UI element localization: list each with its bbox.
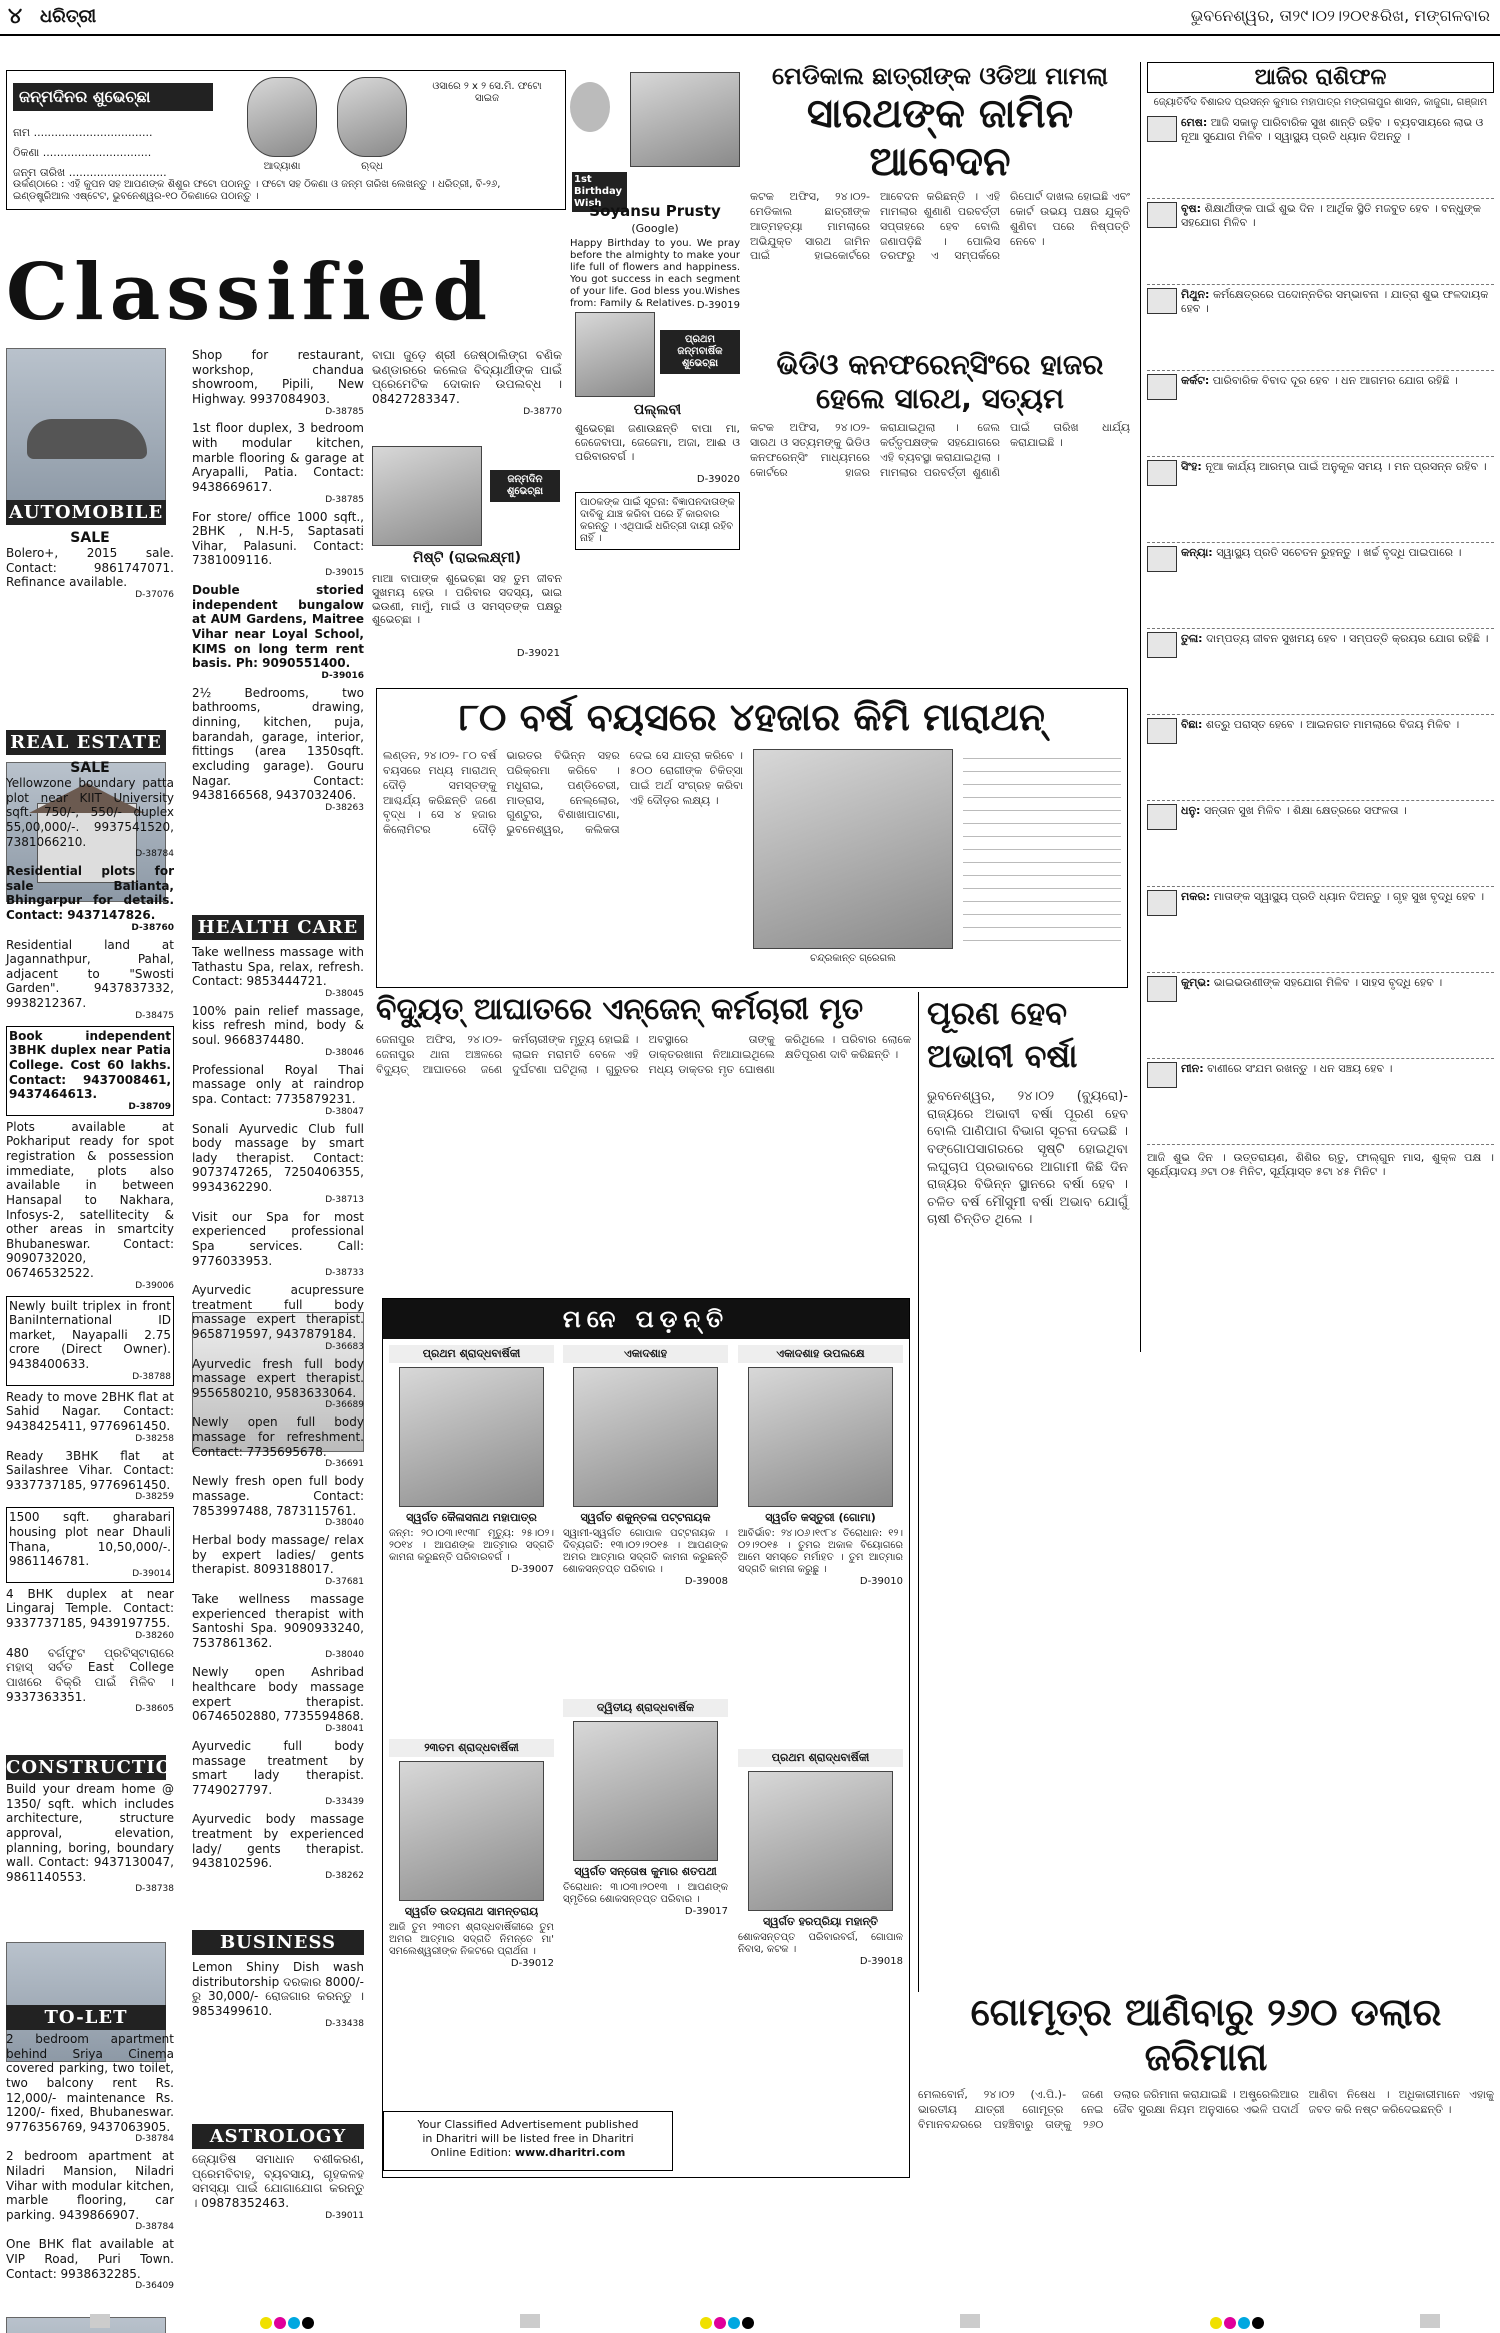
birthday-coupon <box>6 70 566 210</box>
zodiac-sign-name: ମୀନ: <box>1181 1062 1204 1075</box>
classified-ad: Sonali Ayurvedic Club full body massage by smart lady therapist. Contact: 9073747265, 7250406355, 9934362290. D-38713 <box>192 1121 364 1205</box>
zodiac-sign-icon <box>1147 374 1177 400</box>
memorial-text: ସ୍ୱାମୀ-ସ୍ୱର୍ଗତ ଗୋପାଳ ପଟ୍ଟନାୟକ । ଦିବ୍ୟଗତି: ୧୩।୦୨।୨୦୧୫ । ଆପଣଙ୍କ ଅମର ଆତ୍ମାର ସଦ୍‌ଗତି କାମନା କରୁଛନ୍ତି ଶୋକସନ୍ତପ୍ତ ପରିବାର । <box>563 1527 728 1575</box>
zodiac-sign-icon <box>1147 202 1177 228</box>
zodiac-sign-text: କର୍ମକ୍ଷେତ୍ରରେ ପଦୋନ୍ନତିର ସମ୍ଭାବନା । ଯାତ୍ରା ଶୁଭ ଫଳଦାୟକ ହେବ । <box>1181 288 1489 315</box>
classified-ad: Book independent 3BHK duplex near Patia College. Cost 60 lakhs. Contact: 9437008461, 9437464613. D-38709 <box>6 1026 174 1116</box>
ad-code: D-39010 <box>859 1575 903 1587</box>
zodiac-sign-text: ଭାଇଭଉଣୀଙ୍କ ସହଯୋଗ ମିଳିବ । ସାହସ ବୃଦ୍ଧି ହେବ । <box>1213 976 1443 989</box>
story-body: ମେଲବୋର୍ନ, ୨୪।୦୨ (ଏ.ପି.)- ଜଣେ ଭାରତୀୟ ଯାତ୍ରୀ ଗୋମୂତ୍ର ନେଇ ବିମାନବନ୍ଦରରେ ପହଞ୍ଚିବାରୁ ତାଙ୍କୁ ୨୬୦ ଡଲାର ଜରିମାନା କରାଯାଇଛି । ଅଷ୍ଟ୍ରେଲିଆର ଜୈବ ସୁରକ୍ଷା ନିୟମ ଅନୁସାରେ ଏଭଳି ପଦାର୍ଥ ଆଣିବା ନିଷେଧ । ଅଧିକାରୀମାନେ ଏହାକୁ ଜବତ କରି ନଷ୍ଟ କରିଦେଇଛନ୍ତି । <box>918 2088 1494 2131</box>
zodiac-sign-icon <box>1147 632 1177 658</box>
classified-ad: 1st floor duplex, 3 bedroom with modular kitchen, marble flooring & garage at Aryapalli, Patia. Contact: 9438669617. D-38785 <box>192 421 364 505</box>
memorial-card <box>738 1345 903 1588</box>
zodiac-sign-text: ଆଜି ସକାଳୁ ପାରିବାରିକ ସୁଖ ଶାନ୍ତି ରହିବ । ବ୍ୟବସାୟରେ ଲାଭ ଓ ନୂଆ ସୁଯୋଗ ମିଳିବ । ସ୍ୱାସ୍ଥ୍ୟ ପ୍ରତି ଧ୍ୟାନ ଦିଅନ୍ତୁ । <box>1181 116 1484 143</box>
story-headline: ଗୋମୂତ୍ର ଆଣିବାରୁ ୨୬୦ ଡଲାର ଜରିମାନା <box>970 1990 1442 2079</box>
zodiac-sign-text: ସ୍ୱାସ୍ଥ୍ୟ ପ୍ରତି ସଚେତନ ରୁହନ୍ତୁ । ଖର୍ଚ୍ଚ ବୃଦ୍ଧି ପାଇପାରେ । <box>1216 546 1462 559</box>
horoscope-entry <box>1147 113 1494 199</box>
memorial-type: ଦ୍ୱିତୀୟ ଶ୍ରାଦ୍ଧବାର୍ଷିକ <box>563 1699 728 1717</box>
birthday-badge: 1st Birthday Wish <box>572 172 627 212</box>
memorial-type: ୨୩ତମ ଶ୍ରାଦ୍ଧବାର୍ଷିକୀ <box>389 1739 554 1757</box>
birthday-kid-text: ମାଆ ବାପାଙ୍କ ଶୁଭେଚ୍ଛା ସହ ତୁମ ଜୀବନ ସୁଖମୟ ହେଉ । ପରିବାର ସଦସ୍ୟ, ଭାଇ ଭଉଣୀ, ମାମୁଁ, ମାଇଁ ଓ ସମସ୍ତଙ୍କ ପକ୍ଷରୁ ଶୁଭେଚ୍ଛା । <box>372 572 562 627</box>
ad-code: D-39021 <box>516 648 560 659</box>
col1-ads-tolet <box>6 2032 174 2296</box>
col1-ads-top <box>6 530 174 605</box>
disclaimer: ପାଠକଙ୍କ ପାଇଁ ସୂଚନା: ବିଜ୍ଞାପନଦାତାଙ୍କ ଦାବିକୁ ଯାଞ୍ଚ କରିବା ପରେ ହିଁ କାରବାର କରନ୍ତୁ । ଏଥିପାଇଁ ଧରିତ୍ରୀ ଦାୟୀ ରହିବ ନାହିଁ । <box>575 492 740 550</box>
birthday-kid-text: ଶୁଭେଚ୍ଛା ଜଣାଉଛନ୍ତି ବାପା ମା, ଜେଜେବାପା, ଜେଜେମା, ଅଜା, ଆଈ ଓ ପରିବାରବର୍ଗ । <box>575 422 740 463</box>
classified-ad: Bolero+, 2015 sale. Contact: 9861747071. Refinance available. D-37076 <box>6 546 174 600</box>
birthday-badge: ପ୍ରଥମ ଜନ୍ମବାର୍ଷିକ ଶୁଭେଚ୍ଛା <box>660 330 740 374</box>
zodiac-sign-icon <box>1147 288 1177 314</box>
memorial-photo <box>573 1367 718 1507</box>
classified-ad: Take wellness massage experienced therapist with Santoshi Spa. 9090933240, 7537861362. D-38040 <box>192 1591 364 1661</box>
story-headline: ଭିଡିଓ କନଫରେନ୍ସିଂରେ ହାଜର ହେଲେ ସାରଥ, ସତ୍ୟମ <box>776 348 1104 415</box>
classified-ad: 2½ Bedrooms, two bathrooms, drawing, dinning, kitchen, puja, barandah, garage, interior, fittings (area 1350sqft. excluding garage). Gouru Nagar. Contact: 9438166568, 9437032406. D-38263 <box>192 685 364 813</box>
memorial-photo <box>399 1761 544 1901</box>
classified-ad: For store/ office 1000 sqft., 2BHK , N.H-5, Saptasati Vihar, Palasuni. Contact: 7381009116. D-39015 <box>192 509 364 579</box>
col3-ads <box>372 348 562 421</box>
zodiac-sign-name: ବିଛା: <box>1181 718 1203 731</box>
memorial-section <box>382 1298 910 2178</box>
memorial-type: ପ୍ରଥମ ଶ୍ରାଦ୍ଧବାର୍ଷିକୀ <box>389 1345 554 1363</box>
child-photo <box>630 72 740 167</box>
marathon-photo <box>753 749 953 949</box>
horoscope-entry <box>1147 801 1494 887</box>
classified-ad: Plots available at Pokhariput ready for spot registration & possession immediate, plots also available in between Hansapal to Nakhara, Infosys-2, satellitecity & other areas in smartcity Bhubaneswar. Contact: 9090732020, 06746532522. D-39006 <box>6 1119 174 1291</box>
child-photo <box>372 446 482 546</box>
ad-code: D-39019 <box>696 300 740 311</box>
classified-ad: 480 ବର୍ଗଫୁଟ ପ୍ରଟିସ୍ଟାରାରେ ମହାସ୍ ସର୍ବତ East College ପାଖରେ ବିକ୍ରି ପାଇଁ ମିଳିବ । 9337363351. D-38605 <box>6 1645 174 1715</box>
classified-ad: Professional Royal Thai massage only at raindrop spa. Contact: 7735879231. D-38047 <box>192 1062 364 1117</box>
memorial-card <box>738 1749 903 1968</box>
memorial-title: ମନେ ପଡ଼ନ୍ତି <box>383 1299 909 1339</box>
zodiac-sign-name: କର୍କଟ: <box>1181 374 1210 387</box>
story-video <box>750 348 1130 678</box>
online-notice: Your Classified Advertisement published in Dharitri will be listed free in Dharitri Online Edition: www.dharitri.com <box>383 2111 673 2171</box>
horoscope-entry <box>1147 285 1494 371</box>
zodiac-sign-name: ତୁଳା: <box>1181 632 1203 645</box>
story-marathon <box>376 688 1128 988</box>
horoscope-byline: ଜ୍ୟୋତିର୍ବିଦ ବିଶାରଦ ପ୍ରସନ୍ନ କୁମାର ମହାପାତ୍ର ମଙ୍ଗଳାପୁର ଶାସନ, କାଜୁଗା, ଗଞ୍ଜାମ <box>1153 97 1488 108</box>
birthday-name: Soyansu Prusty <box>589 202 721 220</box>
memorial-text: ଶୋକସନ୍ତପ୍ତ ପରିବାରବର୍ଗ, ଗୋପାଳ ନିବାସ, କଟକ । <box>738 1931 903 1955</box>
zodiac-sign-name: ମକର: <box>1181 890 1211 903</box>
ad-code: D-39018 <box>859 1955 903 1967</box>
birthday-text: Happy Birthday to you. We pray before the almighty to make your life full of flowers and happiness. You got success in each segment of your life. God bless you.Wishes from: Family & Relatives. <box>570 238 740 309</box>
zodiac-sign-name: ବୃଷ: <box>1181 202 1202 215</box>
story-body: କଟକ ଅଫିସ, ୨୪।୦୨- ସାରଥ ଓ ସତ୍ୟମଙ୍କୁ ଭିଡିଓ କନଫରେନ୍ସିଂ ମାଧ୍ୟମରେ କୋର୍ଟରେ ହାଜର କରାଯାଇଥିଲା । ଜେଲ କର୍ତ୍ତୃପକ୍ଷଙ୍କ ସହଯୋଗରେ ଏହି ବ୍ୟବସ୍ଥା କରାଯାଇଥିଲା । ମାମଲାର ପରବର୍ତ୍ତୀ ଶୁଣାଣି ପାଇଁ ତାରିଖ ଧାର୍ଯ୍ୟ କରାଯାଇଛି । <box>750 421 1130 479</box>
dateline: ଭୁବନେଶ୍ୱର, ତା୨୯।୦୨।୨୦୧୫ରିଖ, ମଙ୍ଗଳବାର <box>1190 6 1490 25</box>
zodiac-sign-icon <box>1147 718 1177 744</box>
category-healthcare: HEALTH CARE <box>192 915 364 940</box>
classified-ad: ବାଘା ଜୁଡ଼େ ଶ୍ରୀ ଜେଷ୍ଠାଲିଙ୍ଗ ବଣିକ ଭଣ୍ଡାରରେ କଲେଜ ବିଦ୍ୟାର୍ଥୀଙ୍କ ପାଇଁ ପ୍ରେମେଟିକ ଦୋକାନ ଉପଲବ୍ଧ । 08427283347. D-38770 <box>372 348 562 417</box>
zodiac-sign-icon <box>1147 460 1177 486</box>
birthday-kid-name: ମିଷ୍ଟି (ରାଇଲକ୍ଷ୍ମୀ) <box>413 550 521 566</box>
zodiac-sign-text: ଶତ୍ରୁ ପରାସ୍ତ ହେବେ । ଆଇନଗତ ମାମଲାରେ ବିଜୟ ମିଳିବ । <box>1205 718 1460 731</box>
photo-caption: ଚନ୍ଦ୍ରକାନ୍ତ ଗ୍ରେଗଲ <box>810 953 896 964</box>
story-body-cont <box>963 749 1121 979</box>
memorial-name: ସ୍ୱର୍ଗତ ଉଦୟନାଥ ସାମନ୍ତରାୟ <box>404 1904 539 1918</box>
classified-ad: Lemon Shiny Dish wash distributorship ଦରକାର 8000/-ରୁ 30,000/- ରୋଜଗାର କରନ୍ତୁ । 9853499610. D-33438 <box>192 1960 364 2029</box>
story-rain <box>918 992 1128 1992</box>
balloon-icon <box>570 82 610 132</box>
classified-ad: Double storied independent bungalow at AUM Gardens, Maitree Vihar near Loyal School, KIMS on long term rent basis. Ph: 9090551400. D-39016 <box>192 583 364 681</box>
story-headline: ସାରଥଙ୍କ ଜାମିନ ଆବେଦନ <box>806 91 1074 185</box>
classified-ad: Ayurvedic acupressure treatment full body massage expert therapist. 9658719597, 9437879184. D-36683 <box>192 1283 364 1352</box>
classified-ad: Yellowzone boundary patta plot near KIIT University sqft. 750/-, 550/- duplex 55,00,000/-. 9937541520, 7381066210. D-38784 <box>6 776 174 860</box>
memorial-card <box>563 1699 728 1918</box>
classified-ad: Visit our Spa for most experienced professional Spa services. Call: 9776033953. D-38733 <box>192 1209 364 1279</box>
memorial-card <box>563 1345 728 1588</box>
birthday-ad <box>570 72 740 312</box>
zodiac-sign-name: ସିଂହ: <box>1181 460 1202 473</box>
classified-ad: Ayurvedic fresh full body massage expert therapist. 9556580210, 9583633064. D-36689 <box>192 1356 364 1411</box>
ad-code: D-39008 <box>684 1575 728 1587</box>
classified-ad: 100% pain relief massage, kiss refresh mind, body & soul. 9668374480. D-38046 <box>192 1003 364 1058</box>
horoscope-entry <box>1147 1059 1494 1145</box>
memorial-name: ସ୍ୱର୍ଗତ ହରପ୍ରିୟା ମହାନ୍ତି <box>763 1914 878 1928</box>
classified-ad: Newly open full body massage for refreshment. Contact: 7735695678. D-36691 <box>192 1415 364 1470</box>
birthday-badge: ଜନ୍ମଦିନ ଶୁଭେଚ୍ଛା <box>490 470 560 502</box>
automobile-image <box>6 348 166 510</box>
memorial-photo <box>748 1367 893 1507</box>
story-body: ଲଣ୍ଡନ, ୨୪।୦୨- ୮୦ ବର୍ଷ ବୟସରେ ମଧ୍ୟ ମାରାଥନ୍ ଦୌଡ଼ି ସମସ୍ତଙ୍କୁ ଆଶ୍ଚର୍ଯ୍ୟ କରିଛନ୍ତି ଜଣେ ବୃଦ୍ଧ । ସେ ୪ ହଜାର କିଲୋମିଟର ଦୌଡ଼ି ଭାରତର ବିଭିନ୍ନ ସହର ପରିକ୍ରମା କରିବେ । ମଧୁରାଇ, ପଣ୍ଡିଚେରୀ, ମାଡ୍ରାସ, ନେଲ୍ଲୋର, ଗୁଣ୍ଟୁର, ବିଶାଖାପାଟଣା, ଭୁବନେଶ୍ୱର, କଲିକତା ଦେଇ ସେ ଯାତ୍ରା କରିବେ । ୫୦୦ ରୋଗୀଙ୍କ ଚିକିତ୍ସା ପାଇଁ ଅର୍ଥ ସଂଗ୍ରହ କରିବା ଏହି ଦୌଡ଼ର ଲକ୍ଷ୍ୟ । <box>383 749 743 837</box>
story-headline: ପୂରଣ ହେବ ଅଭାବୀ ବର୍ଷା <box>927 994 1078 1076</box>
zodiac-sign-icon <box>1147 546 1177 572</box>
horoscope-entry <box>1147 371 1494 457</box>
category-tolet: TO-LET <box>6 2005 166 2030</box>
classified-ad: Newly built triplex in front BaniInternational ID market, Nayapalli 2.75 crore (Direct Owner). 9438400633. D-38788 <box>6 1296 174 1386</box>
zodiac-sign-icon <box>1147 890 1177 916</box>
coupon-name-field: ନାମ .................................. <box>13 126 153 139</box>
child-caption: ଆଦ୍ୟାଶା <box>263 161 301 172</box>
ad-code: D-39017 <box>684 1905 728 1917</box>
zodiac-sign-icon <box>1147 804 1177 830</box>
coupon-address-field: ଠିକଣା ............................... <box>13 145 152 159</box>
memorial-name: ସ୍ୱର୍ଗତ ସନ୍ତୋଷ କୁମାର ଶତପଥୀ <box>574 1864 717 1878</box>
memorial-type: ଏକାଦଶାହ ଉପଲକ୍ଷେ <box>738 1345 903 1363</box>
story-electric <box>376 992 911 1292</box>
zodiac-sign-text: ମାତାଙ୍କ ସ୍ୱାସ୍ଥ୍ୟ ପ୍ରତି ଧ୍ୟାନ ଦିଅନ୍ତୁ । ଗୃହ ସୁଖ ବୃଦ୍ଧି ହେବ । <box>1213 890 1485 903</box>
child-caption: ଋଦ୍ଧ <box>361 161 383 172</box>
classified-ad: Residential plots for sale Balianta, Bhingarpur for details. Contact: 9437147826. D-38760 <box>6 864 174 933</box>
child-photo <box>247 77 317 157</box>
classified-ad: Ayurvedic full body massage treatment by smart lady therapist. 7749027797. D-33439 <box>192 1738 364 1808</box>
classified-ad: Take wellness massage with Tathastu Spa, relax, refresh. Contact: 9853444721. D-38045 <box>192 945 364 999</box>
memorial-card <box>389 1345 554 1576</box>
panchang: ଆଜି ଶୁଭ ଦିନ । ଉତ୍ତରାୟଣ, ଶିଶିର ଋତୁ, ଫାଲ୍ଗୁନ ମାସ, ଶୁକ୍ଳ ପକ୍ଷ । ସୂର୍ଯ୍ୟୋଦୟ ୬ଟା ୦୫ ମିନିଟ, ସୂର୍ଯ୍ୟାସ୍ତ ୫ଟା ୪୫ ମିନିଟ । <box>1147 1151 1494 1178</box>
zodiac-sign-text: ନୂଆ କାର୍ଯ୍ୟ ଆରମ୍ଭ ପାଇଁ ଅନୁକୂଳ ସମୟ । ମନ ପ୍ରସନ୍ନ ରହିବ । <box>1205 460 1487 473</box>
zodiac-sign-text: ସନ୍ତାନ ସୁଖ ମିଳିବ । ଶିକ୍ଷା କ୍ଷେତ୍ରରେ ସଫଳତା । <box>1203 804 1407 817</box>
print-registration-marks <box>0 2312 1500 2332</box>
masthead-logo: ଧରିତ୍ରୀ <box>40 6 97 27</box>
horoscope-entry <box>1147 543 1494 629</box>
classified-title: Classified <box>6 247 494 338</box>
memorial-text: ଆଜି ତୁମ ୨୩ତମ ଶ୍ରାଦ୍ଧବାର୍ଷିକୀରେ ତୁମ ଅମର ଆତ୍ମାର ସଦ୍‌ଗତି ନିମନ୍ତେ ମା' ସମଲେଶ୍ୱରୀଙ୍କ ନିକଟରେ ପ୍ରାର୍ଥନା । <box>389 1921 554 1957</box>
online-url[interactable]: www.dharitri.com <box>514 2145 626 2159</box>
coupon-dob-field: ଜନ୍ମ ତାରିଖ ............................ <box>13 165 167 179</box>
story-body: ଭୁବନେଶ୍ୱର, ୨୪।୦୨ (ବ୍ୟୁରୋ)- ରାଜ୍ୟରେ ଅଭାବୀ ବର୍ଷା ପୂରଣ ହେବ ବୋଲି ପାଣିପାଗ ବିଭାଗ ସୂଚନା ଦେଇଛି । ବଙ୍ଗୋପସାଗରରେ ସୃଷ୍ଟି ହୋଇଥିବା ଲଘୁଚାପ ପ୍ରଭାବରେ ଆଗାମୀ କିଛି ଦିନ ରାଜ୍ୟର ବିଭିନ୍ନ ସ୍ଥାନରେ ବର୍ଷା ହେବ । ଚଳିତ ବର୍ଷ ମୌସୁମୀ ବର୍ଷା ଅଭାବ ଯୋଗୁଁ ଚାଷୀ ଚିନ୍ତିତ ଥିଲେ । <box>927 1089 1128 1228</box>
sale-heading: SALE <box>70 760 110 776</box>
col1-ads-mid <box>6 760 174 1719</box>
memorial-card <box>389 1739 554 1970</box>
zodiac-sign-text: ବାଣୀରେ ସଂଯମ ରଖନ୍ତୁ । ଧନ ସଞ୍ଚୟ ହେବ । <box>1207 1062 1393 1075</box>
coupon-note: ଉର୍କଣ୍ଠାରେ : ଏହି କୁପନ ସହ ଆପଣଙ୍କ ଶିଶୁର ଫଟୋ ପଠାନ୍ତୁ । ଫଟୋ ସହ ଠିକଣା ଓ ଜନ୍ମ ତାରିଖ ଲେଖନ୍ତୁ । ଧରିତ୍ରୀ, ବି-୨୬, ଇଣ୍ଡଷ୍ଟ୍ରିଆଲ ଏଷ୍ଟେଟ, ଭୁବନେଶ୍ୱର-୧୦ ଠିକଣାରେ ପଠାନ୍ତୁ । <box>13 179 501 202</box>
memorial-photo <box>748 1771 893 1911</box>
classified-ad: 4 BHK duplex at near Lingaraj Temple. Contact: 9337737185, 9439197755. D-38260 <box>6 1586 174 1641</box>
category-construction: CONSTRUCTION <box>6 1757 190 1778</box>
story-main <box>750 62 1130 342</box>
horoscope-entry <box>1147 629 1494 715</box>
page-number: ୪ <box>8 4 23 29</box>
page-header <box>0 0 1500 36</box>
zodiac-sign-icon <box>1147 1062 1177 1088</box>
size-note: ଓସାରେ ୨ x ୨ ସେ.ମି. ଫଟୋ ସାଇଜ <box>432 81 542 104</box>
memorial-text: ଆବିର୍ଭାବ: ୨୪।୦୬।୧୯୮୪ ତିରୋଧାନ: ୧୨।୦୨।୨୦୧୫ । ତୁମର ଅକାଳ ବିୟୋଗରେ ଆମେ ସମସ୍ତେ ମର୍ମାହତ । ତୁମ ଆତ୍ମାର ସଦ୍‌ଗତି କାମନା କରୁଛୁ । <box>738 1527 903 1575</box>
ad-code: D-39012 <box>510 1957 554 1969</box>
birthday-sub: (Google) <box>631 222 679 235</box>
memorial-text: ଜନ୍ମ: ୨୦।୦୩।୧୯୩୮ ମୃତ୍ୟୁ: ୨୫।୦୨।୨୦୧୪ । ଆପଣଙ୍କ ଆତ୍ମାର ସଦ୍‌ଗତି କାମନା କରୁଛନ୍ତି ପରିବାରବର୍ଗ । <box>389 1527 554 1563</box>
zodiac-sign-icon <box>1147 976 1177 1002</box>
horoscope-entry <box>1147 199 1494 285</box>
classified-ad: Build your dream home @ 1350/ sqft. which includes architecture, structure approval, elevation, planning, boring, boundary wall. Contact: 9437130047, 9861140553. D-38738 <box>6 1782 174 1895</box>
col2-ads-astrology <box>192 2152 364 2225</box>
horoscope-entry <box>1147 715 1494 801</box>
horoscope-entry <box>1147 457 1494 543</box>
story-headline: ବିଦ୍ୟୁତ୍ ଆଘାତରେ ଏନ୍‌ଜେନ୍ କର୍ମଚାରୀ ମୃତ <box>376 992 864 1027</box>
horoscope-list <box>1147 113 1494 1145</box>
category-automobile: AUTOMOBILE <box>6 500 166 525</box>
classified-ad: Newly fresh open full body massage. Contact: 7853997488, 7873115761. D-38040 <box>192 1474 364 1529</box>
col2-ads-health <box>192 945 364 1886</box>
classified-ad: Residential land at Jagannathpur, Pahal, adjacent to "Swosti Garden". 9437837332, 9938212367. D-38475 <box>6 937 174 1021</box>
child-photo <box>337 77 407 157</box>
memorial-name: ସ୍ୱର୍ଗତ କୈଳାସନାଥ ମହାପାତ୍ର <box>406 1510 537 1524</box>
zodiac-sign-name: ମିଥୁନ: <box>1181 288 1210 301</box>
category-astrology: ASTROLOGY <box>192 2124 364 2149</box>
horoscope-entry <box>1147 973 1494 1059</box>
classified-ad: ଜ୍ୟୋତିଷ ସମାଧାନ ବଶୀକରଣ, ପ୍ରେମବିବାହ, ବ୍ୟବସାୟ, ଗୃହକଳହ ସମସ୍ୟା ପାଇଁ ଯୋଗାଯୋଗ କରନ୍ତୁ । 09878352463. D-39011 <box>192 2152 364 2221</box>
classified-ad: Herbal body massage/ relax by expert ladies/ gents therapist. 8093188017. D-37681 <box>192 1533 364 1587</box>
horoscope-entry <box>1147 887 1494 973</box>
horoscope <box>1140 62 1494 1352</box>
zodiac-sign-text: ପାରିବାରିକ ବିବାଦ ଦୂର ହେବ । ଧନ ଆଗମର ଯୋଗ ରହିଛି । <box>1212 374 1458 387</box>
classified-ad: Shop for restaurant, workshop, chandua showroom, Pipili, New Highway. 9937084903. D-38785 <box>192 348 364 417</box>
memorial-type: ଏକାଦଶାହ <box>563 1345 728 1363</box>
col2-ads-top <box>192 348 364 818</box>
zodiac-sign-name: କନ୍ୟା: <box>1181 546 1213 559</box>
ad-code: D-39020 <box>696 474 740 485</box>
story-headline: ୮୦ ବର୍ଷ ବୟସରେ ୪ହଜାର କିମି ମାରାଥନ୍ <box>459 695 1045 739</box>
zodiac-sign-text: ଦାମ୍ପତ୍ୟ ଜୀବନ ସୁଖମୟ ହେବ । ସମ୍ପତ୍ତି କ୍ରୟର ଯୋଗ ରହିଛି । <box>1206 632 1489 645</box>
zodiac-sign-text: ଶିକ୍ଷାର୍ଥୀଙ୍କ ପାଇଁ ଶୁଭ ଦିନ । ଆର୍ଥିକ ସ୍ଥିତି ମଜବୁତ ହେବ । ବନ୍ଧୁଙ୍କ ସହଯୋଗ ମିଳିବ । <box>1181 202 1481 229</box>
memorial-photo <box>399 1367 544 1507</box>
zodiac-sign-name: ଧନୁ: <box>1181 804 1201 817</box>
zodiac-sign-name: ମେଷ: <box>1181 116 1208 129</box>
child-photo <box>575 312 655 397</box>
classified-ad: One BHK flat available at VIP Road, Puri Town. Contact: 9938632285. D-36409 <box>6 2237 174 2292</box>
memorial-type: ପ୍ରଥମ ଶ୍ରାଦ୍ଧବାର୍ଷିକୀ <box>738 1749 903 1767</box>
classified-ad: Ready to move 2BHK flat at Sahid Nagar. Contact: 9438425411, 9776961450. D-38258 <box>6 1389 174 1444</box>
classified-ad: Newly open Ashribad healthcare body massage expert therapist. 06746502880, 7735594868. D-38041 <box>192 1665 364 1734</box>
ad-code: D-39007 <box>510 1563 554 1575</box>
sale-heading: SALE <box>70 530 110 546</box>
story-fine <box>918 1990 1494 2290</box>
story-kicker: ମେଡିକାଲ ଛାତ୍ରୀଙ୍କ ଓଡିଆ ମାମଲା <box>772 62 1108 90</box>
category-business: BUSINESS <box>192 1930 364 1955</box>
classified-ad: Ayurvedic body massage treatment by experienced lady/ gents therapist. 9438102596. D-38262 <box>192 1812 364 1881</box>
memorial-photo <box>573 1721 718 1861</box>
zodiac-sign-icon <box>1147 116 1177 142</box>
classified-ad: 2 bedroom apartment at Niladri Mansion, Niladri Vihar with modular kitchen, marble flooring, car parking. 9439866907. D-38784 <box>6 2149 174 2233</box>
horoscope-title: ଆଜିର ରାଶିଫଳ <box>1147 62 1494 93</box>
classified-ad: Ready 3BHK flat at Sailashree Vihar. Contact: 9337737185, 9776961450. D-38259 <box>6 1448 174 1503</box>
classified-ad: 2 bedroom apartment behind Sriya Cinema covered parking, two toilet, two balcony rent Rs. 12,000/- maintenance Rs. 1200/- fixed, Bhubaneswar. 9776356769, 9437063905. D-38784 <box>6 2032 174 2145</box>
classified-ad: 1500 sqft. gharabari housing plot near Dhauli Thana, 10,50,000/-. 9861146781. D-39014 <box>6 1507 174 1582</box>
memorial-name: ସ୍ୱର୍ଗତ କସ୍ତୁରୀ (ଗୋମା) <box>765 1510 876 1524</box>
coupon-title: ଜନ୍ମଦିନର ଶୁଭେଚ୍ଛା <box>13 83 213 111</box>
col1-ads-construction <box>6 1782 174 1899</box>
story-body: କଟକ ଅଫିସ, ୨୪।୦୨- ମେଡିକାଲ ଛାତ୍ରୀଙ୍କ ଆତ୍ମହତ୍ୟା ମାମଲାରେ ଅଭିଯୁକ୍ତ ସାରଥ ଜାମିନ ପାଇଁ ହାଇକୋର୍ଟରେ ଆବେଦନ କରିଛନ୍ତି । ଏହି ମାମଲାର ଶୁଣାଣି ପରବର୍ତ୍ତୀ ସପ୍ତାହରେ ହେବ ବୋଲି ଜଣାପଡ଼ିଛି । ପୋଲିସ ତରଫରୁ ଏ ସମ୍ପର୍କରେ ରିପୋର୍ଟ ଦାଖଲ ହୋଇଛି ଏବଂ କୋର୍ଟ ଉଭୟ ପକ୍ଷର ଯୁକ୍ତି ଶୁଣିବା ପରେ ନିଷ୍ପତ୍ତି ନେବେ । <box>750 190 1130 263</box>
memorial-text: ତିରୋଧାନ: ୩।୦୩।୨୦୧୩ । ଆପଣଙ୍କ ସ୍ମୃତିରେ ଶୋକସନ୍ତପ୍ତ ପରିବାର । <box>563 1881 728 1905</box>
zodiac-sign-name: କୁମ୍ଭ: <box>1181 976 1211 989</box>
memorial-name: ସ୍ୱର୍ଗତ ଶକୁନ୍ତଳା ପଟ୍ଟନାୟକ <box>580 1510 711 1524</box>
story-body: ଜେନାପୁର ଅଫିସ, ୨୪।୦୨- ଜେନାପୁର ଥାନା ଅଞ୍ଚଳରେ ବିଦ୍ୟୁତ୍ ଆଘାତରେ ଜଣେ କର୍ମଚାରୀଙ୍କ ମୃତ୍ୟୁ ହୋଇଛି । ଲାଇନ ମରାମତି ବେଳେ ଏହି ଦୁର୍ଘଟଣା ଘଟିଥିଲା । ଗୁରୁତର ଅବସ୍ଥାରେ ତାଙ୍କୁ ଡାକ୍ତରଖାନା ନିଆଯାଇଥିଲେ ମଧ୍ୟ ଡାକ୍ତର ମୃତ ଘୋଷଣା କରିଥିଲେ । ପରିବାର ଲୋକେ କ୍ଷତିପୂରଣ ଦାବି କରିଛନ୍ତି । <box>376 1033 911 1076</box>
col2-ads-business <box>192 1960 364 2033</box>
birthday-kid-name: ପଲ୍ଲବୀ <box>633 402 682 418</box>
category-realestate: REAL ESTATE <box>6 730 166 755</box>
